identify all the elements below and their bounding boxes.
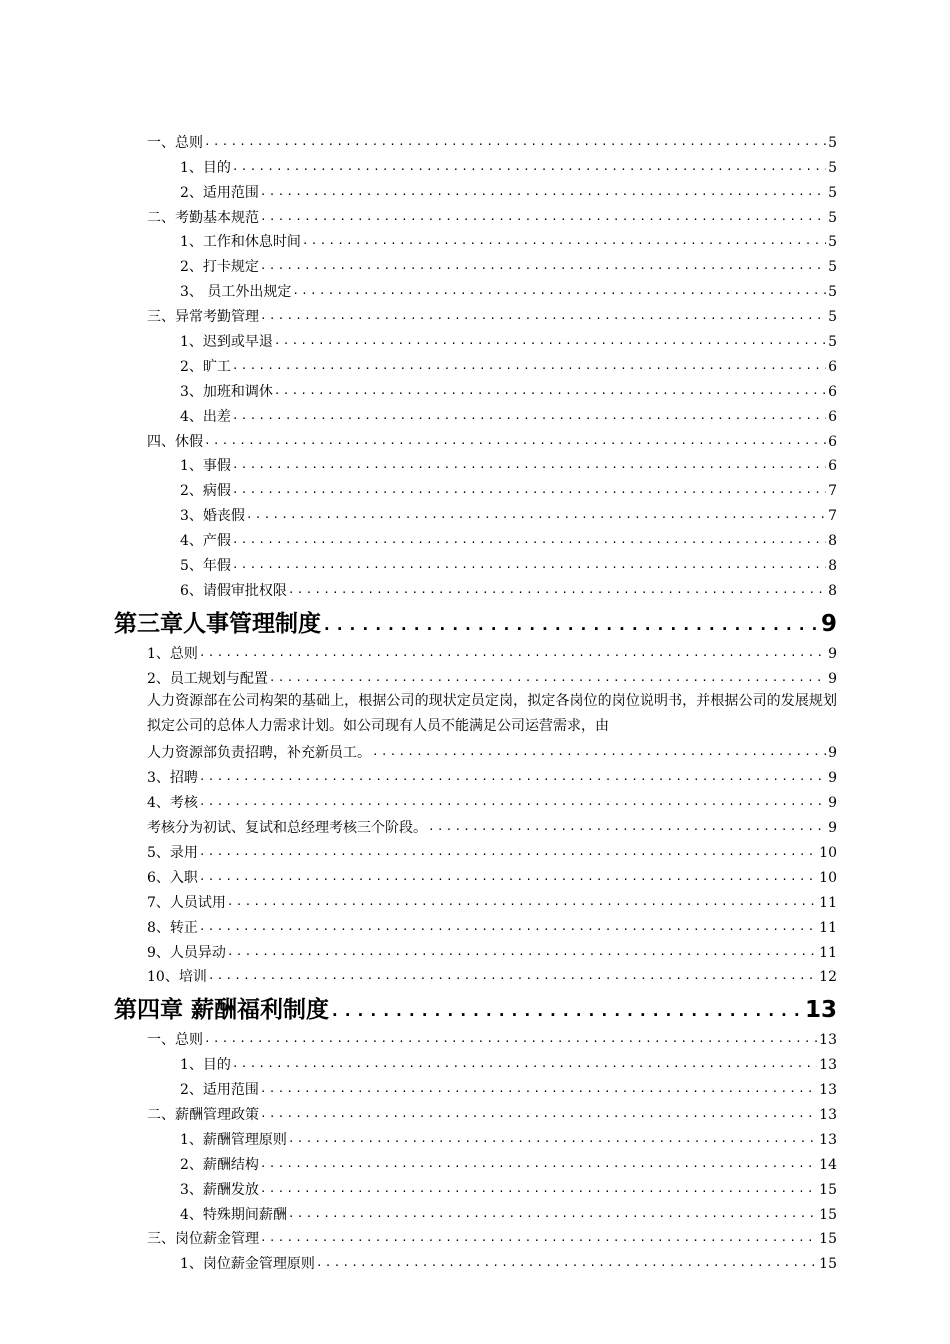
toc-entry[interactable]: [147, 763, 837, 788]
toc-entry-page: 13: [819, 1106, 837, 1123]
dot-leader: [260, 1228, 817, 1248]
toc-entry-page: 5: [828, 284, 837, 301]
toc-entry-page: 15: [819, 1206, 837, 1223]
toc-entry[interactable]: [147, 1225, 837, 1250]
toc-entry[interactable]: [147, 813, 837, 838]
toc-entry[interactable]: [180, 1150, 837, 1175]
table-of-contents: [0, 128, 950, 1274]
toc-entry[interactable]: [147, 1100, 837, 1125]
toc-entry-page: 13: [819, 1082, 837, 1099]
toc-entry[interactable]: [147, 938, 837, 963]
toc-entry-title: 2、薪酬结构: [180, 1156, 259, 1173]
toc-entry[interactable]: [147, 913, 837, 938]
toc-entry[interactable]: [180, 178, 837, 203]
toc-entry-title: 7、人员试用: [147, 894, 226, 911]
toc-entry-page: 9: [828, 795, 837, 812]
toc-entry[interactable]: [147, 427, 837, 452]
dot-leader: [260, 256, 826, 276]
toc-entry-title: 三、异常考勤管理: [147, 309, 259, 326]
toc-entry-page: 11: [819, 944, 837, 961]
dot-leader: [199, 917, 817, 937]
toc-entry-page: 6: [828, 458, 837, 475]
toc-entry-title: 2、病假: [180, 483, 231, 500]
toc-entry-page: 15: [819, 1256, 837, 1273]
toc-entry[interactable]: [180, 352, 837, 377]
dot-leader: [288, 1204, 817, 1224]
toc-entry[interactable]: [180, 327, 837, 352]
toc-entry[interactable]: [180, 377, 837, 402]
toc-entry-title: 1、迟到或早退: [180, 334, 273, 351]
dot-leader: [232, 530, 826, 550]
toc-entry-page: 11: [819, 919, 837, 936]
toc-entry-page: 5: [828, 209, 837, 226]
toc-entry[interactable]: [180, 452, 837, 477]
toc-entry-title: 6、请假审批权限: [180, 582, 287, 599]
dot-leader: [232, 480, 826, 500]
toc-entry-page: 5: [828, 159, 837, 176]
toc-entry-page: 14: [819, 1156, 837, 1173]
dot-leader: [232, 406, 826, 426]
toc-entry-page: 8: [828, 582, 837, 599]
toc-entry-title: 1、事假: [180, 458, 231, 475]
toc-entry-page: 13: [819, 1131, 837, 1148]
dot-leader: [330, 1001, 803, 1021]
toc-entry-title: 4、产假: [180, 533, 231, 550]
toc-entry-title: 1、目的: [180, 1057, 231, 1074]
dot-leader: [260, 207, 826, 227]
toc-entry[interactable]: [147, 788, 837, 813]
toc-entry-title: 2、适用范围: [180, 1082, 259, 1099]
dot-leader: [232, 356, 826, 376]
toc-entry[interactable]: [180, 501, 837, 526]
toc-entry-title: 2、员工规划与配置: [147, 670, 268, 687]
toc-entry-title: 一、总则: [147, 134, 203, 151]
toc-entry-title: 1、薪酬管理原则: [180, 1131, 287, 1148]
dot-leader: [204, 132, 826, 152]
toc-entry[interactable]: [147, 302, 837, 327]
toc-entry[interactable]: [180, 526, 837, 551]
toc-entry-page: 5: [828, 309, 837, 326]
dot-leader: [246, 505, 826, 525]
dot-leader: [292, 281, 826, 301]
toc-chapter-heading[interactable]: [114, 601, 837, 639]
toc-entry-title: 二、薪酬管理政策: [147, 1106, 259, 1123]
dot-leader: [260, 306, 826, 326]
dot-leader: [232, 555, 826, 575]
toc-entry-title: 三、岗位薪金管理: [147, 1231, 259, 1248]
toc-entry-page: 13: [819, 1057, 837, 1074]
toc-entry-page: 6: [828, 383, 837, 400]
toc-entry-title: 8、转正: [147, 919, 198, 936]
toc-entry[interactable]: [147, 1025, 837, 1050]
toc-entry[interactable]: [180, 402, 837, 427]
dot-leader: [260, 1179, 817, 1199]
toc-entry[interactable]: [147, 888, 837, 913]
toc-entry-title: 3、婚丧假: [180, 508, 245, 525]
toc-entry-title: 3、薪酬发放: [180, 1181, 259, 1198]
toc-entry-title: 2、适用范围: [180, 184, 259, 201]
toc-entry[interactable]: [180, 551, 837, 576]
toc-entry-title: 2、打卡规定: [180, 259, 259, 276]
toc-entry-page: 8: [828, 533, 837, 550]
toc-entry-page: 5: [828, 184, 837, 201]
toc-entry-title: 1、岗位薪金管理原则: [180, 1256, 315, 1273]
dot-leader: [232, 455, 826, 475]
toc-entry-title: 1、目的: [180, 159, 231, 176]
toc-entry-title: 四、休假: [147, 433, 203, 450]
toc-entry-page: 15: [819, 1231, 837, 1248]
dot-leader: [274, 331, 826, 351]
toc-entry-page: 6: [828, 433, 837, 450]
toc-entry[interactable]: [180, 1249, 837, 1274]
toc-entry[interactable]: [180, 1125, 837, 1150]
toc-entry-title: 1、工作和休息时间: [180, 234, 301, 251]
toc-entry[interactable]: [147, 639, 837, 664]
toc-entry-title: 考核分为初试、复试和总经理考核三个阶段。: [147, 820, 427, 837]
toc-entry-title: 二、考勤基本规范: [147, 209, 259, 226]
toc-entry-title: 2、旷工: [180, 358, 231, 375]
dot-leader: [260, 1079, 817, 1099]
dot-leader: [208, 966, 817, 986]
dot-leader: [199, 842, 817, 862]
toc-entry[interactable]: [147, 128, 837, 153]
toc-entry-page: 13: [819, 1032, 837, 1049]
toc-entry-page: 9: [828, 770, 837, 787]
toc-entry-page: 9: [828, 820, 837, 837]
dot-leader: [199, 767, 826, 787]
dot-leader: [372, 742, 826, 762]
toc-entry-page: 8: [828, 558, 837, 575]
dot-leader: [428, 817, 826, 837]
toc-entry[interactable]: [147, 664, 837, 689]
dot-leader: [322, 615, 819, 635]
toc-entry-title: 4、特殊期间薪酬: [180, 1206, 287, 1223]
toc-entry-page: 12: [819, 969, 837, 986]
toc-entry-page: 5: [828, 259, 837, 276]
toc-entry-title: 一、总则: [147, 1032, 203, 1049]
dot-leader: [204, 1029, 817, 1049]
dot-leader: [288, 1129, 817, 1149]
toc-entry[interactable]: [180, 153, 837, 178]
dot-leader: [274, 381, 826, 401]
toc-entry[interactable]: [180, 1050, 837, 1075]
dot-leader: [269, 668, 826, 688]
dot-leader: [199, 867, 817, 887]
toc-entry-page: 6: [828, 358, 837, 375]
toc-entry-page: 5: [828, 234, 837, 251]
toc-entry[interactable]: [180, 476, 837, 501]
toc-entry-title: 第四章 薪酬福利制度: [114, 997, 330, 1024]
toc-entry-page: 9: [828, 645, 837, 662]
toc-entry-title: 3、 员工外出规定: [180, 284, 292, 301]
dot-leader: [260, 1104, 817, 1124]
toc-entry-page: 5: [828, 334, 837, 351]
toc-entry-page: 9: [820, 610, 837, 637]
toc-entry-page: 11: [819, 894, 837, 911]
dot-leader: [288, 580, 826, 600]
toc-entry-page: 5: [828, 134, 837, 151]
dot-leader: [232, 1054, 817, 1074]
toc-paragraph: 人力资源部在公司构架的基础上，根据公司的现状定员定岗，拟定各岗位的岗位说明书，并根据公司的发展规划拟定公司的总体人力需求计划。如公司现有人员不能满足公司运营需求，由: [147, 692, 837, 734]
toc-entry[interactable]: [147, 739, 837, 764]
dot-leader: [316, 1253, 817, 1273]
toc-entry[interactable]: [147, 203, 837, 228]
toc-entry-page: 10: [819, 869, 837, 886]
toc-entry-title: 3、加班和调休: [180, 383, 273, 400]
toc-entry-page: 10: [819, 844, 837, 861]
dot-leader: [199, 792, 826, 812]
toc-entry-title: 第三章人事管理制度: [114, 610, 321, 637]
dot-leader: [227, 892, 817, 912]
toc-entry[interactable]: [180, 277, 837, 302]
toc-entry-page: 13: [804, 997, 837, 1024]
dot-leader: [260, 182, 826, 202]
toc-entry[interactable]: [180, 576, 837, 601]
dot-leader: [199, 643, 826, 663]
toc-entry-page: 7: [828, 483, 837, 500]
toc-entry-title: 5、年假: [180, 558, 231, 575]
dot-leader: [204, 431, 826, 451]
toc-entry[interactable]: [147, 963, 837, 988]
toc-entry-title: 9、人员异动: [147, 944, 226, 961]
dot-leader: [227, 942, 817, 962]
toc-entry-title: 4、考核: [147, 795, 198, 812]
toc-entry[interactable]: [180, 228, 837, 253]
dot-leader: [302, 231, 826, 251]
dot-leader: [260, 1154, 817, 1174]
toc-entry-page: 6: [828, 408, 837, 425]
toc-entry-page: 9: [828, 670, 837, 687]
toc-entry[interactable]: [180, 1175, 837, 1200]
toc-entry[interactable]: [180, 252, 837, 277]
dot-leader: [232, 157, 826, 177]
toc-entry-title: 10、培训: [147, 969, 207, 986]
toc-entry-title: 4、出差: [180, 408, 231, 425]
toc-chapter-heading[interactable]: [114, 987, 837, 1025]
toc-entry-title: 1、总则: [147, 645, 198, 662]
toc-entry[interactable]: [147, 838, 837, 863]
toc-entry[interactable]: [180, 1200, 837, 1225]
toc-entry[interactable]: [147, 863, 837, 888]
toc-entry[interactable]: [180, 1075, 837, 1100]
toc-entry-title: 5、录用: [147, 844, 198, 861]
toc-entry-title: 6、入职: [147, 869, 198, 886]
toc-entry-page: 9: [828, 745, 837, 762]
toc-entry-page: 15: [819, 1181, 837, 1198]
toc-entry-title: 人力资源部负责招聘，补充新员工。: [147, 745, 371, 762]
toc-entry-title: 3、招聘: [147, 770, 198, 787]
toc-entry-page: 7: [828, 508, 837, 525]
